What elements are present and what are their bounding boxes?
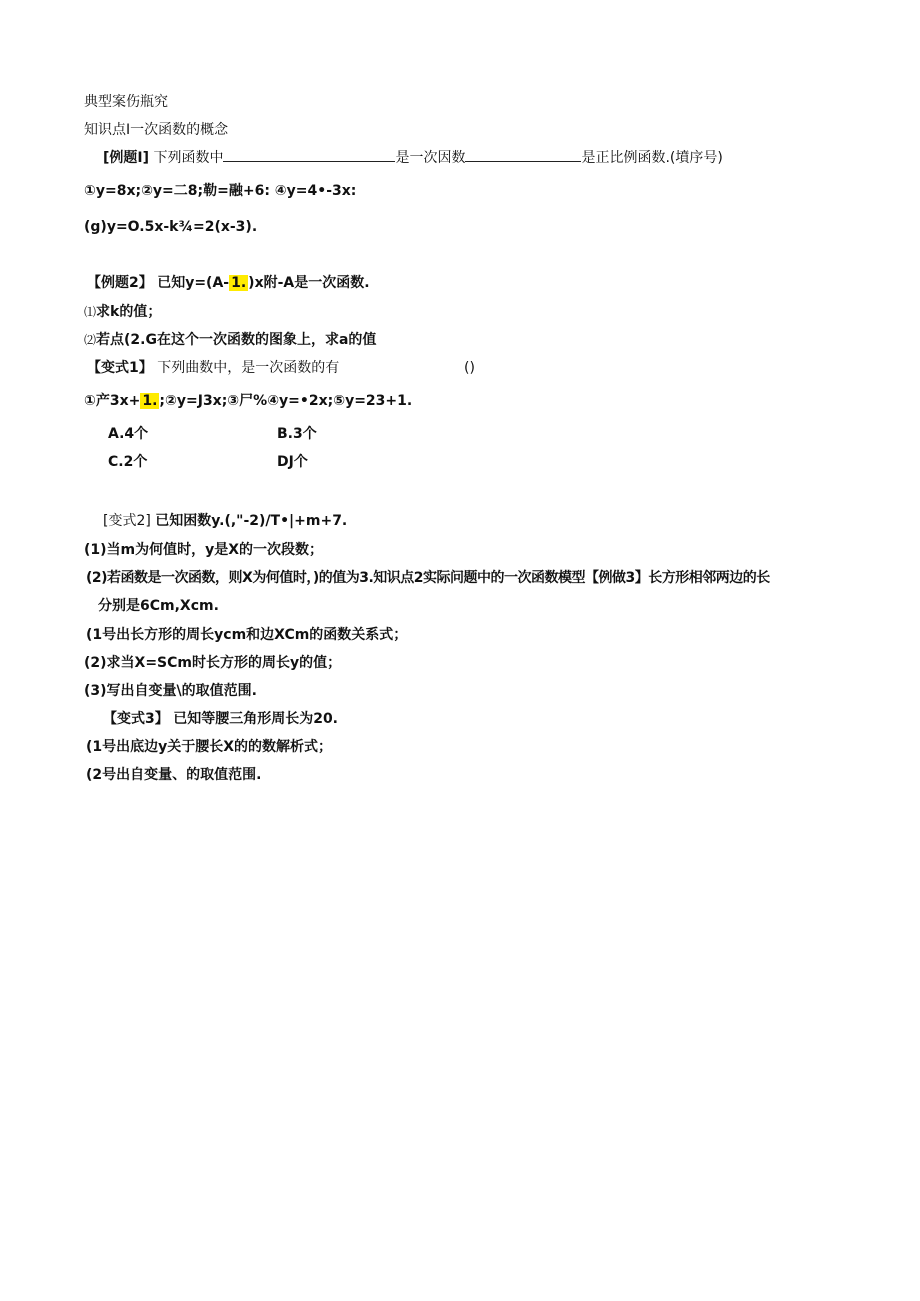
example-2-part-2: [84, 331, 376, 349]
example-1-options-line-2: (g)y=O.5x-k¾=2(x-3).: [84, 219, 258, 235]
variant-2-label: [变式2]: [103, 513, 151, 529]
example-1-question: [103, 149, 723, 167]
example-2-part-1: [84, 303, 161, 321]
highlight-mark: 1.: [231, 275, 247, 291]
variant-2-text: 已知困数y.(,"-2)/T•|+m+7.: [155, 513, 348, 529]
variant-3-question: [103, 710, 338, 728]
example-2-label: 【例题2】: [87, 275, 153, 291]
variant-2-part-2: (2)若函数是一次函数，则X为何值时，)的值为3.知识点2实际问题中的一次函数模型【例做3】长方形相邻两边的长: [86, 570, 770, 586]
example-3-part-1: (1号出长方形的周长ycm和边XCm的函数关系式；: [86, 627, 408, 643]
answer-parentheses[interactable]: (): [464, 360, 475, 376]
highlight-mark: 1.: [142, 393, 158, 409]
variant-1-options-pre: ①产3x+: [84, 393, 141, 409]
choice-c[interactable]: C.2个: [108, 454, 148, 470]
choice-b[interactable]: B.3个: [277, 426, 317, 442]
example-3-part-2: (2)求当X=SCm时长方形的周长y的值；: [84, 655, 342, 671]
example-2-text-post: )x附-A是一次函数.: [248, 275, 370, 291]
example-1-text-a: 下列函数中: [153, 150, 224, 166]
variant-1-options: [84, 392, 412, 410]
variant-2-part-1: (1)当m为何值时，y是X的一次段数；: [84, 542, 324, 558]
knowledge-point-1-title: 知识点I一次函数的概念: [84, 122, 229, 138]
variant-1-text: 下列曲数中，是一次函数的有: [157, 360, 340, 376]
part-number: ⑵: [84, 333, 97, 347]
example-1-text-c: 是正比例函数.(墳序号): [581, 150, 723, 166]
section-title: 典型案伤瓶究: [84, 94, 168, 110]
answer-blank-1[interactable]: [223, 149, 395, 162]
variant-3-label: 【变式3】: [103, 711, 169, 727]
variant-3-part-2: (2号出自变量、的取值范围.: [86, 767, 262, 783]
part-number: ⑴: [84, 305, 97, 319]
variant-1-options-post: ;②y=J3x;③尸%④y=•2x;⑤y=23+1.: [159, 393, 413, 409]
example-3-part-3: (3)写出自变量\的取值范围.: [84, 683, 257, 699]
choice-a[interactable]: A.4个: [108, 426, 149, 442]
example-1-options-line-1: ①y=8x;②y=二8;勒=融+6: ④y=4•-3x:: [84, 183, 357, 199]
variant-1-label: 【变式1】: [87, 360, 153, 376]
variant-2-part-2-continued: 分别是6Cm,Xcm.: [98, 598, 219, 614]
example-1-label: [例题I]: [103, 150, 150, 166]
example-2-text-pre: 已知y=(A-: [157, 275, 230, 291]
example-2-question: [87, 274, 370, 292]
example-2-part-2-text: 若点(2.G在这个一次函数的图象上，求a的值: [96, 332, 377, 348]
variant-2-question: [103, 512, 347, 530]
answer-blank-2[interactable]: [465, 149, 581, 162]
variant-3-part-1: (1号出底边y关于腰长X的的数解析式；: [86, 739, 333, 755]
variant-3-text: 已知等腰三角形周长为20.: [173, 711, 339, 727]
example-1-text-b: 是一次因数: [395, 150, 466, 166]
variant-1-question: [87, 359, 339, 377]
example-2-part-1-text: 求k的值；: [96, 304, 162, 320]
choice-d[interactable]: DJ个: [277, 454, 308, 470]
